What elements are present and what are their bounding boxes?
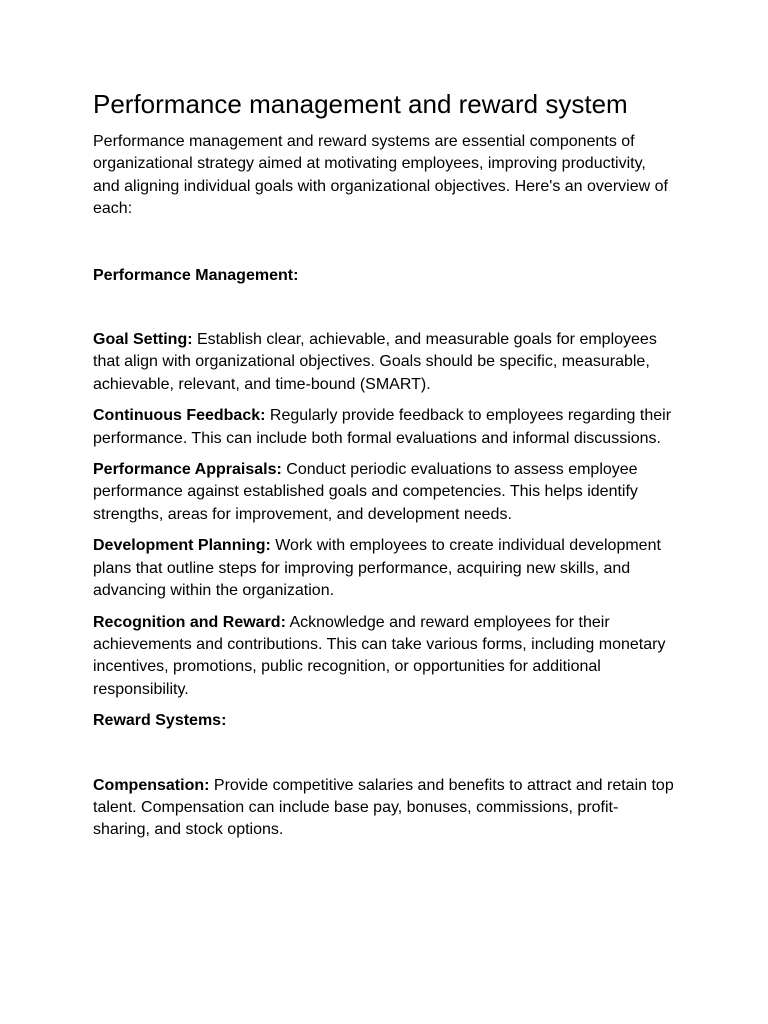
recognition-reward-paragraph xyxy=(93,612,675,702)
recognition-reward-label: Recognition and Reward: xyxy=(93,613,286,631)
development-planning-text: Work with employees to create individual development plans that outline steps for improving performance, acquiring new skills, and advancing within the organization. xyxy=(93,537,661,600)
goal-setting-text: Establish clear, achievable, and measurable goals for employees that align with organizational objectives. Goals should be specific, measurable, achievable, relevant, and time-bound (SMART). xyxy=(93,331,657,393)
reward-systems-heading: Reward Systems: xyxy=(93,712,227,730)
continuous-feedback-text: Regularly provide feedback to employees regarding their performance. This can include both formal evaluations and informal discussions. xyxy=(93,407,672,447)
continuous-feedback-label: Continuous Feedback: xyxy=(93,407,266,425)
goal-setting-paragraph xyxy=(93,329,675,396)
compensation-label: Compensation: xyxy=(93,776,210,794)
goal-setting-label: Goal Setting: xyxy=(93,331,193,349)
performance-appraisals-paragraph xyxy=(93,459,675,526)
performance-appraisals-text: Conduct periodic evaluations to assess employee performance against established goals and competencies. This helps identify strengths, areas for improvement, and development needs. xyxy=(93,461,638,523)
compensation-text: Provide competitive salaries and benefits to attract and retain top talent. Compensation can include base pay, bonuses, commissions, profit-sharing, and stock options. xyxy=(93,776,674,839)
recognition-reward-text: Acknowledge and reward employees for their achievements and contributions. This can take various forms, including monetary incentives, promotions, public recognition, or opportunities for additional responsibility. xyxy=(93,613,666,698)
compensation-paragraph xyxy=(93,775,675,842)
performance-management-heading: Performance Management: xyxy=(93,266,299,284)
development-planning-paragraph xyxy=(93,535,675,602)
document-body xyxy=(93,86,675,851)
intro-paragraph: Performance management and reward systems are essential components of organizational strategy aimed at motivating employees, improving productivity, and aligning individual goals with organizational objectives. Here's an overview of each: xyxy=(93,133,668,218)
development-planning-label: Development Planning: xyxy=(93,537,271,555)
continuous-feedback-paragraph xyxy=(93,405,675,450)
document-title: Performance management and reward system xyxy=(93,89,628,119)
performance-appraisals-label: Performance Appraisals: xyxy=(93,461,282,479)
